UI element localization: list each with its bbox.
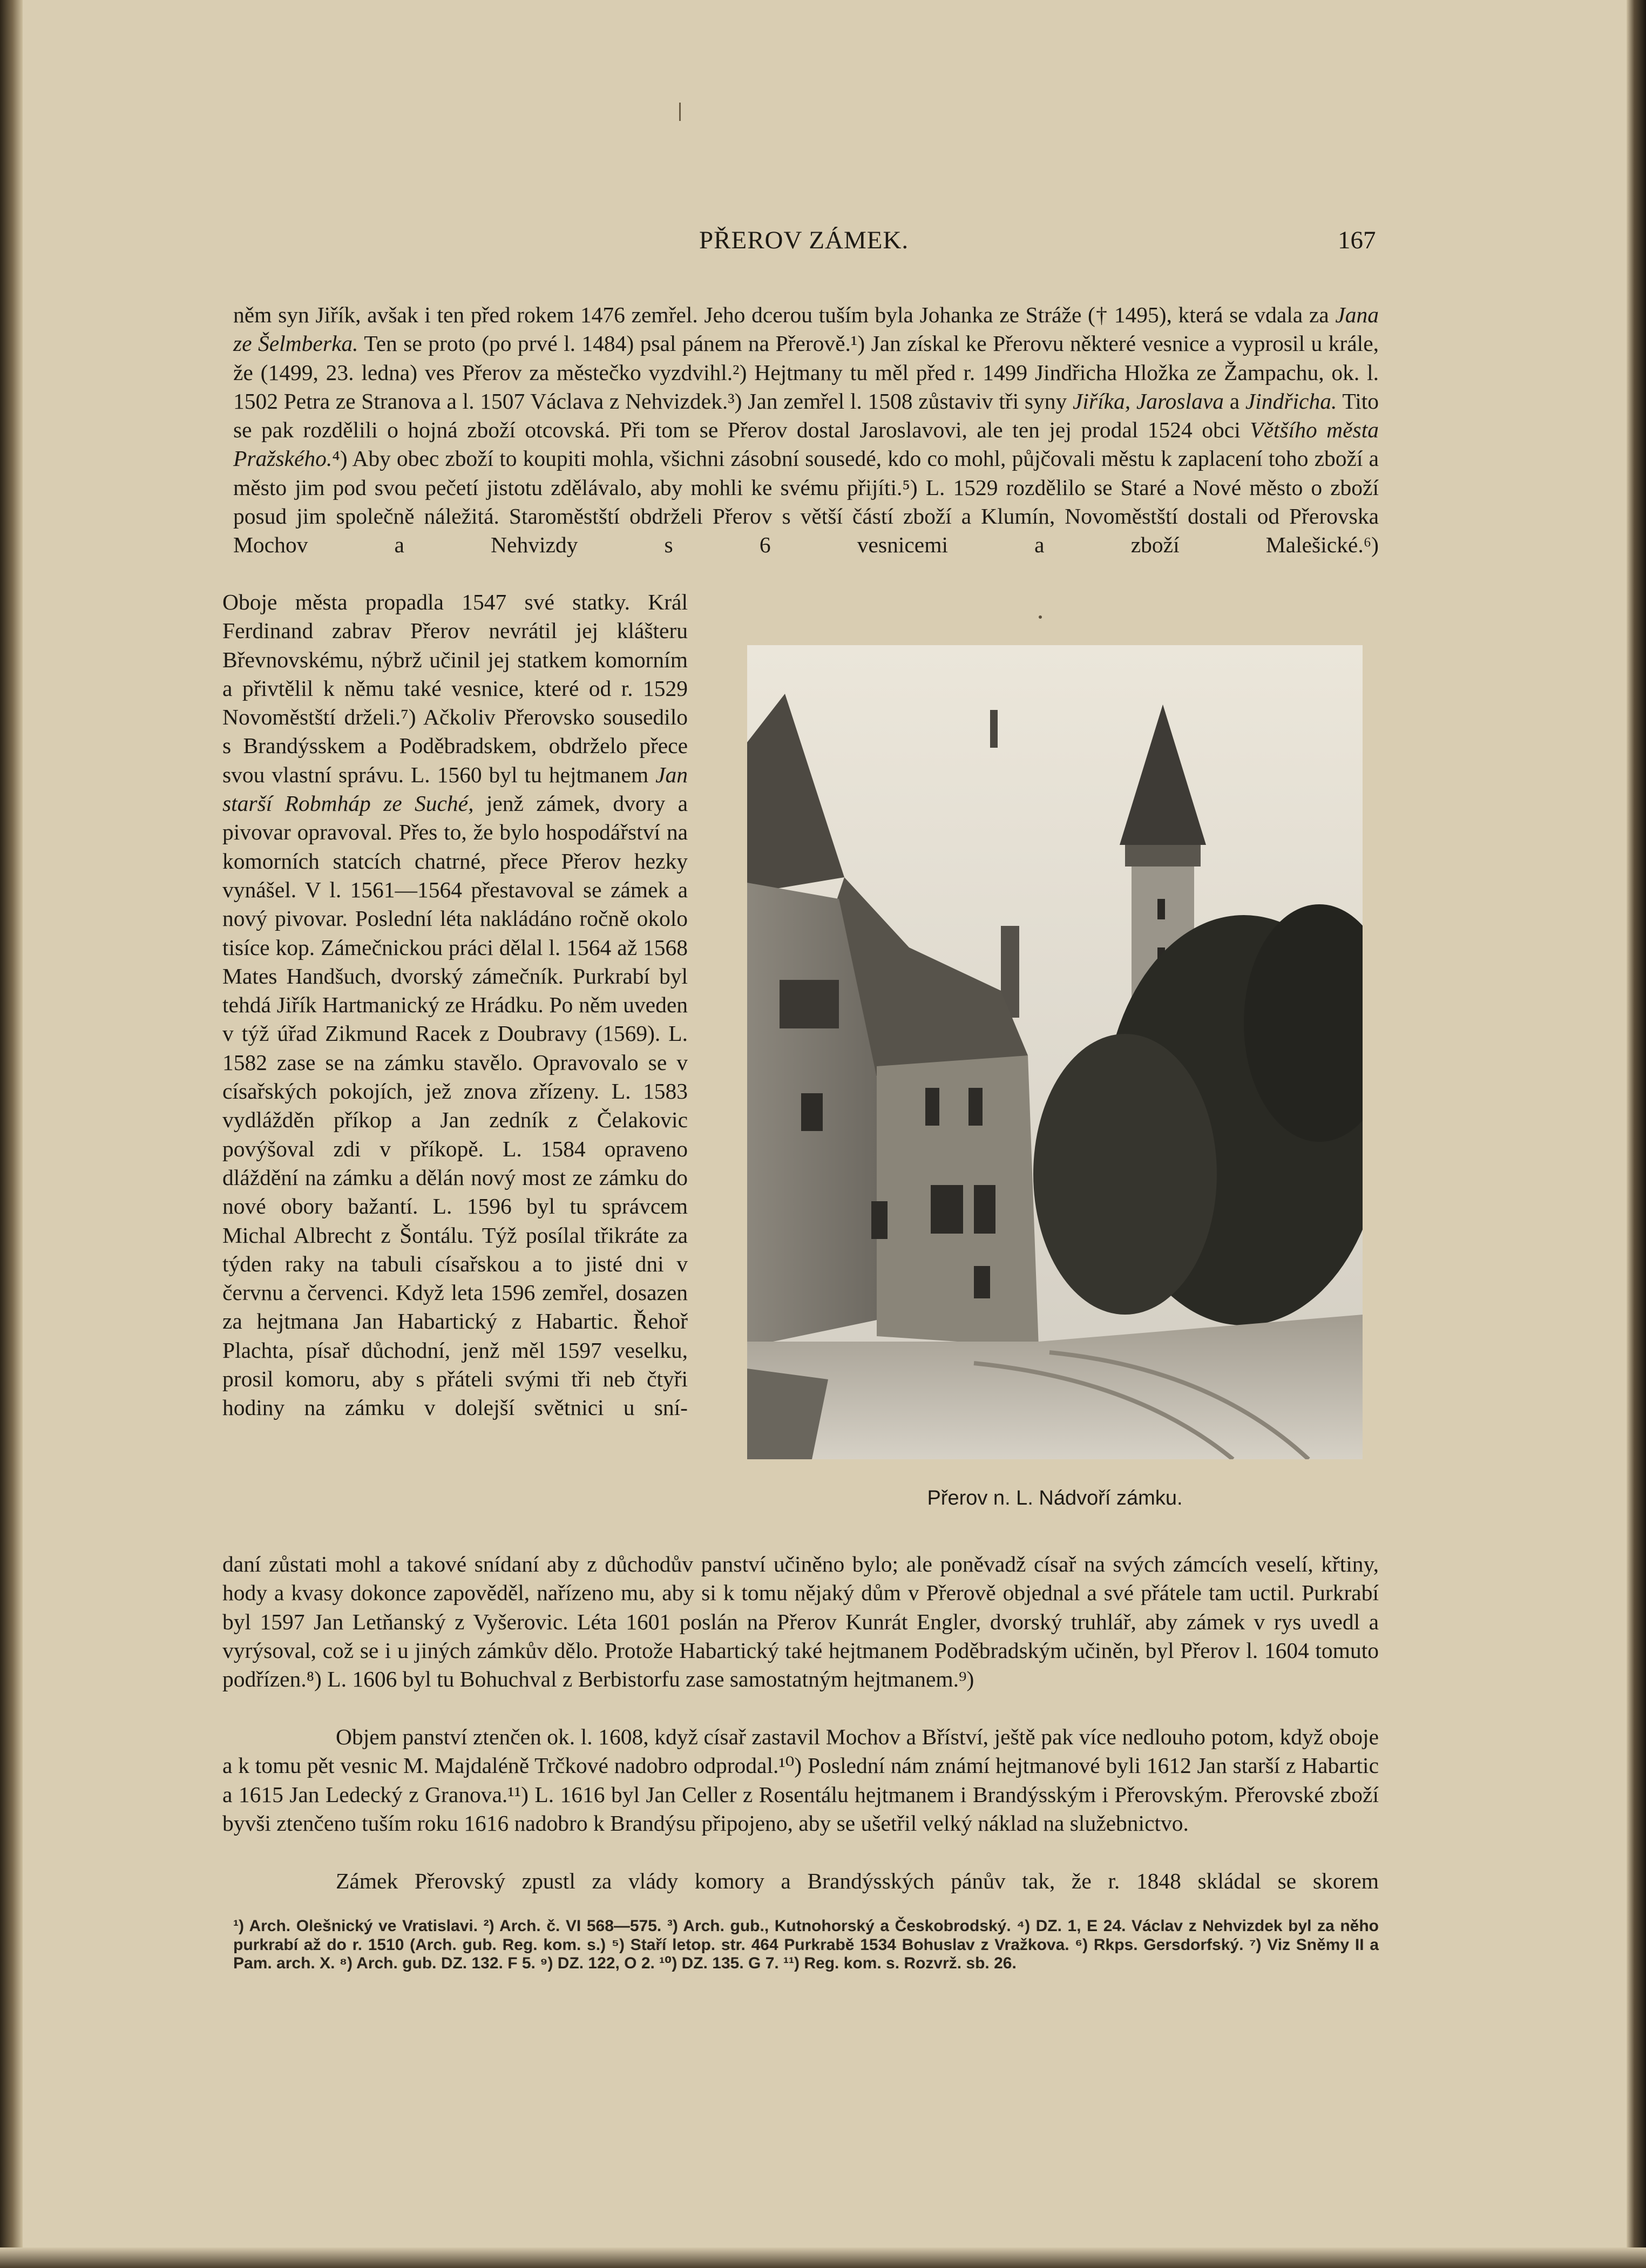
- tower-cornice: [1125, 845, 1201, 866]
- paragraph-1-text-e: ⁴) Aby obec zboží to koupiti mohla, všichni zásobní sousedé, kdo co mohl, půjčovali městu k zaplacení toho zboží a město jim pod svou pečetí jistotu zdělávalo, aby mohli ke svému přijíti.⁵) L. 1529 rozdělilo se Staré a Nové město o zboží posud jim společně náležitá. Staroměstští obdrželi Přerov s větší částí zboží a Klumín, Novoměstští dostali od Přerovska Mochov a Nehvizdy s 6 vesnicemi a zboží Malešické.⁶): [233, 446, 1379, 558]
- paragraph-2-text-b: jenž zámek, dvory a pivovar opravoval. Přes to, že bylo hospodářství na komorních statcích chatrné, přece Přerov hezky vynášel. V l. 1561—1564 přestavoval se zámek a nový pivovar. Poslední léta nakládáno ročně okolo tisíce kop. Zámečnickou práci dělal l. 1564 až 1568 Mates Handšuch, dvorský zámečník. Purkrabí byl tehdá Jiřík Hartmanický ze Hrádku. Po něm uveden v týž úřad Zikmund Racek z Doubravy (1569). L. 1582 zase se na zámku stavělo. Opravovalo se v císařských pokojích, jež znova zřízeny. L. 1583 vydlážděn příkop a Jan zedník z Čelakovic povýšoval zdi v příkopě. L. 1584 opraveno dláždění na zámku a dělán nový most ze zámku do nové obory bažantí. L. 1596 byl tu správcem Michal Albrecht z Šontálu. Týž posílal třikráte za týden raky na tabuli císařskou a to jisté dni v červnu a červenci. Když leta 1596 zemřel, dosazen za hejtmana Jan Habartický z Habartic. Řehoř Plachta, písař důchodní, jenž měl 1597 veselku, prosil komoru, aby s přáteli svými tři neb čtyři hodiny na zámku v dolejší světnici u sní-: [222, 791, 688, 1420]
- page-edge-shadow: [1627, 0, 1646, 2268]
- page-number: 167: [1338, 226, 1376, 254]
- name-jirika-jaroslava: Jiříka, Jaroslava: [1072, 388, 1224, 414]
- name-jan-robmhap: Jan starší Robmháp ze Suché,: [222, 762, 688, 816]
- bottom-edge-shadow: [0, 2247, 1646, 2268]
- paragraph-1: [233, 301, 1379, 560]
- paragraph-4-text: Zámek Přerovský zpustl za vlády komory a Brandýsských pánův tak, že r. 1848 skládal se skorem: [336, 1868, 1379, 1893]
- stray-dot: [1039, 615, 1042, 619]
- paragraph-1-text-b: Ten se proto (po prvé l. 1484) psal pánem na Přerově.¹) Jan získal ke Přerovu některé vesnice a vyprosil u krále, že (1499, 23. ledna) ves Přerov za městečko vyzdvihl.²) Hejtmany tu měl před r. 1499 Jindřicha Hložka ze Žampachu, ok. l. 1502 Petra ze Stranova a l. 1507 Václava z Nehvizdek.³) Jan zemřel l. 1508 zůstaviv tři syny: [233, 331, 1379, 414]
- name-jindricha: Jindřicha.: [1245, 388, 1337, 414]
- book-binding-shadow: [0, 0, 23, 2268]
- paragraph-1-text-a: něm syn Jiřík, avšak i ten před rokem 1476 zemřel. Jeho dcerou tuším byla Johanka ze Stráže († 1495), která se vdala za: [233, 302, 1329, 327]
- paragraph-2-column: [222, 588, 688, 1423]
- running-title: PŘEROV ZÁMEK.: [699, 226, 909, 254]
- photo-caption: Přerov n. L. Nádvoří zámku.: [927, 1487, 1183, 1509]
- name-jan-ze-selmberka: Jana ze Šelmberka.: [233, 302, 1379, 356]
- paragraph-1-text-d: Tito se pak rozdělili o hojná zboží otcovská. Při tom se Přerov dostal Jaroslavovi, ale ten jej prodal 1524 obci: [233, 388, 1379, 443]
- paragraph-2-text-a: Oboje města propadla 1547 své statky. Král Ferdinand zabrav Přerov nevrátil jej klášteru Břevnovskému, nýbrž učinil jej statkem komorním a přivtělil k němu také vesnice, které od r. 1529 Novoměstští drželi.⁷) Ačkoliv Přerovsko sousedilo s Brandýsskem a Poděbradskem, obdrželo přece svou vlastní správu. L. 1560 byl tu hejtmanem: [222, 590, 688, 787]
- paragraph-2-continued: [222, 1550, 1379, 1694]
- page-mark: [679, 103, 681, 121]
- name-vetsiho-mesta: Většího města Pražského.: [233, 417, 1379, 471]
- paragraph-3: [222, 1723, 1379, 1838]
- paragraph-4: [222, 1867, 1379, 1895]
- castle-courtyard-photo: [747, 645, 1363, 1459]
- paragraph-3-text: Objem panství ztenčen ok. l. 1608, když císař zastavil Mochov a Bříství, ještě pak více nedlouho potom, když oboje a k tomu pět vesnic M. Majdaléně Trčkové nadobro odprodal.¹⁰) Poslední nám známí hejtmanové byli 1612 Jan starší z Habartic a 1615 Jan Ledecký z Granova.¹¹) L. 1616 byl Jan Celler z Rosentálu hejtmanem i Brandýsským i Přerovským. Přerovské zboží byvši ztenčeno tuším roku 1616 nadobro k Brandýsu připojeno, aby se ušetřil velký náklad na služebnictvo.: [222, 1724, 1379, 1836]
- photo-illustration: [747, 645, 1363, 1459]
- paragraph-1-text-c: a: [1229, 388, 1240, 414]
- running-header: [0, 226, 1646, 263]
- paragraph-2-text-c: daní zůstati mohl a takové snídaní aby z důchodův panství učiněno bylo; ale poněvadž císař na svých zámcích veselí, křtiny, hody a kvasy dokonce zapověděl, nařízeno mu, aby si k tomu nějaký dům v Přerově objednal a své přátele tam uctil. Purkrabí byl 1597 Jan Letňanský z Vyšerovic. Léta 1601 poslán na Přerov Kunrát Engler, dvorský truhlář, aby zámek v rys uvedl a vyrýsoval, což se i u jiných zámkův dělo. Protože Habartický také hejtmanem Poděbradským učiněn, byl Přerov l. 1604 tomuto podřízen.⁸) L. 1606 byl tu Bohuchval z Berbistorfu zase samostatným hejtmanem.⁹): [222, 1552, 1379, 1692]
- footnotes: ¹) Arch. Olešnický ve Vratislavi. ²) Arch. č. VI 568—575. ³) Arch. gub., Kutnohorský a Českobrodský. ⁴) DZ. 1, E 24. Václav z Nehvizdek byl za něho purkrabí až do r. 1510 (Arch. gub. Reg. kom. s.) ⁵) Staří letop. str. 464 Purkrabě 1534 Bohuslav z Vražkova. ⁶) Rkps. Gersdorfský. ⁷) Viz Sněmy II a Pam. arch. X. ⁸) Arch. gub. DZ. 132. F 5. ⁹) DZ. 122, O 2. ¹⁰) DZ. 135. G 7. ¹¹) Reg. kom. s. Rozvrž. sb. 26.: [233, 1917, 1379, 1972]
